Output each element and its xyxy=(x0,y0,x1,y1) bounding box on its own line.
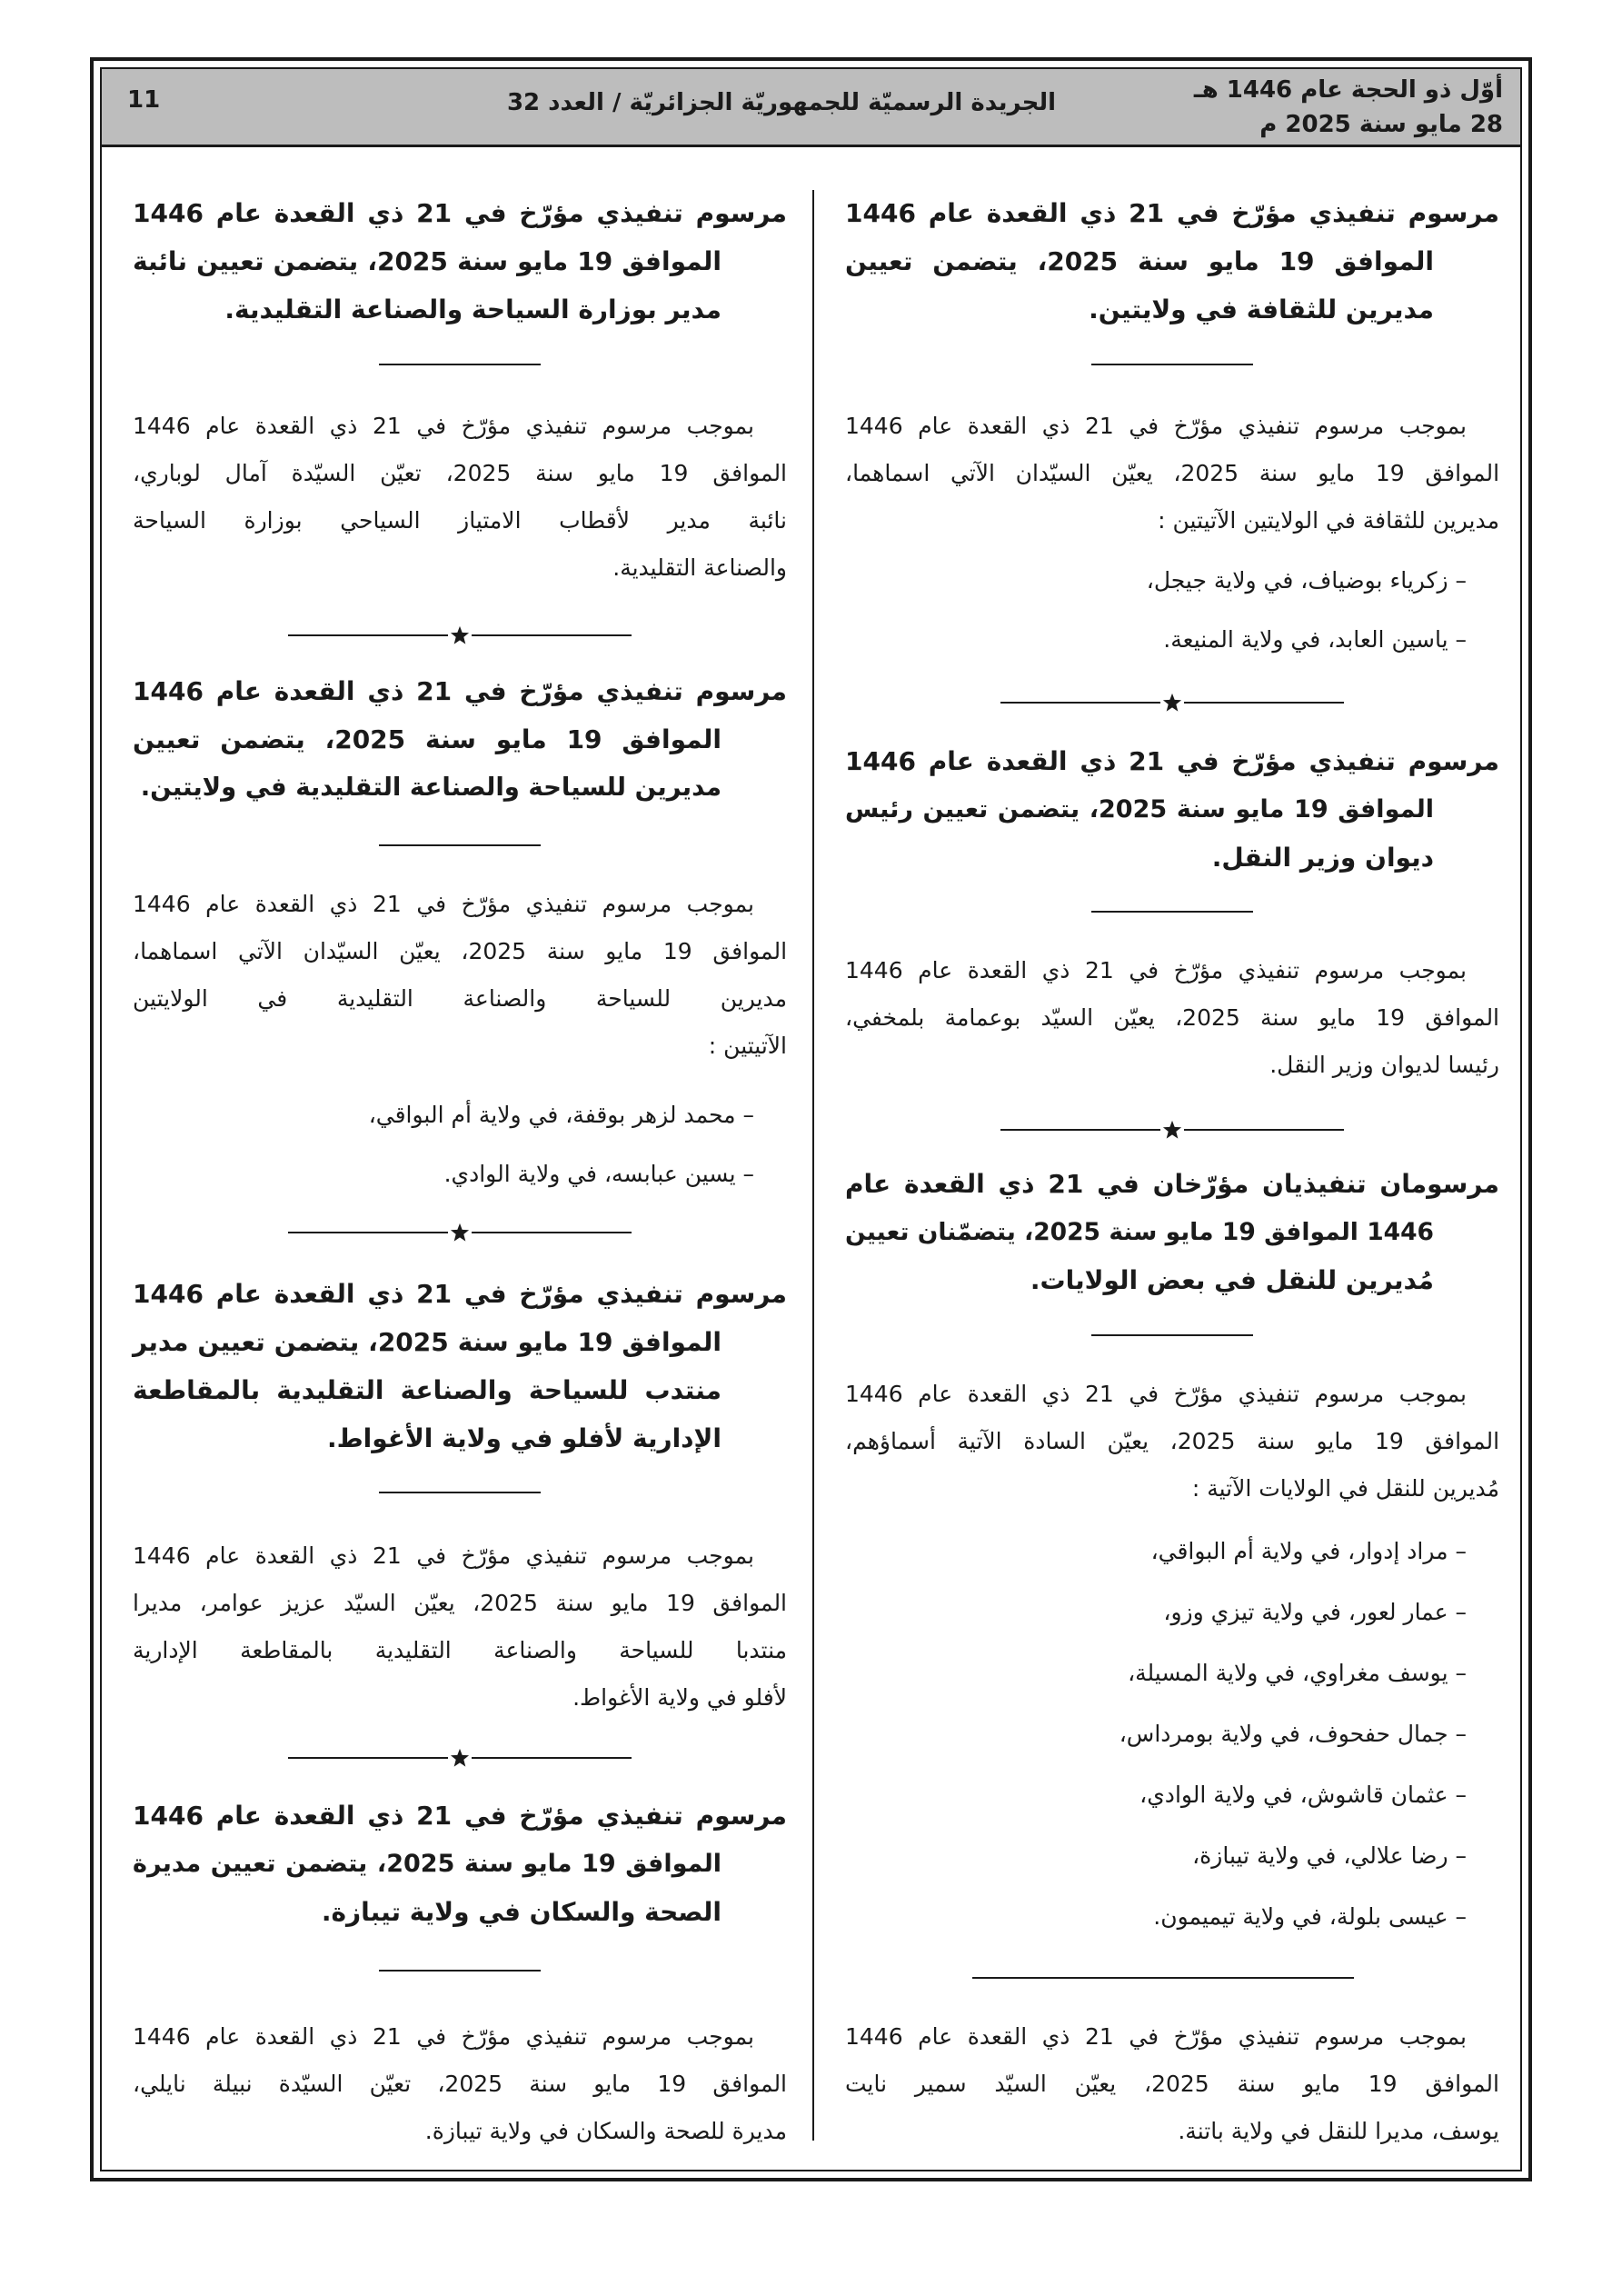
left-column xyxy=(133,0,787,2296)
decree-title xyxy=(845,189,1499,334)
title-underline xyxy=(379,1970,541,1972)
decree-title-line: مرسوم تنفيذي مؤرّخ في 21 ذي القعدة عام 1446 xyxy=(133,1279,787,1309)
decree-body xyxy=(845,2013,1499,2155)
star-separator-rule xyxy=(1184,702,1344,704)
decree-body-line: بموجب مرسوم تنفيذي مؤرّخ في 21 ذي القعدة عام 1446 xyxy=(845,2023,1467,2050)
decree-body-line: بموجب مرسوم تنفيذي مؤرّخ في 21 ذي القعدة عام 1446 xyxy=(133,1542,754,1569)
decree-body-line: الآتيتين : xyxy=(708,1033,787,1059)
decree-body-line: مديرين للسياحة والصناعة التقليدية في الولايتين xyxy=(133,985,787,1012)
decree-body xyxy=(845,1371,1499,1512)
decree-body-line: بموجب مرسوم تنفيذي مؤرّخ في 21 ذي القعدة عام 1446 xyxy=(133,891,754,917)
right-column xyxy=(845,0,1499,2296)
page-number: 11 xyxy=(127,86,161,114)
title-underline xyxy=(1091,364,1253,365)
decree-title-line: مرسومان تنفيذيان مؤرّخان في 21 ذي القعدة عام xyxy=(845,1169,1499,1199)
appointee-list-item: – عيسى بلولة، في ولاية تيميمون. xyxy=(1153,1903,1467,1930)
star-separator-rule xyxy=(1000,1129,1160,1131)
star-icon xyxy=(450,1223,470,1243)
column-divider xyxy=(812,190,814,2141)
decree-title-line: الموافق 19 مايو سنة 2025، يتضمن تعيين نائبة xyxy=(133,246,722,276)
star-separator-rule xyxy=(472,1232,632,1233)
decree-body-line: لأفلو في ولاية الأغواط. xyxy=(572,1684,787,1711)
decree-title-line: الموافق 19 مايو سنة 2025، يتضمن تعيين xyxy=(845,246,1435,276)
appointee-list xyxy=(845,551,1499,669)
title-underline xyxy=(1091,911,1253,913)
decree-title-line: مُديرين للنقل في بعض الولايات. xyxy=(1030,1265,1434,1295)
appointee-list xyxy=(133,1085,787,1203)
appointee-list-item: – يسين عبابسه، في ولاية الوادي. xyxy=(443,1161,754,1187)
star-separator xyxy=(1000,692,1344,714)
star-separator xyxy=(288,1747,632,1769)
appointee-list-item: – مراد إدوار، في ولاية أم البواقي، xyxy=(1150,1538,1467,1564)
appointee-list-item: – ياسين العابد، في ولاية المنيعة. xyxy=(1163,626,1467,653)
decree-body-line: بموجب مرسوم تنفيذي مؤرّخ في 21 ذي القعدة عام 1446 xyxy=(133,2023,754,2050)
decree-body-line: الموافق 19 مايو سنة 2025، تعيّن السيّدة نبيلة نايلي، xyxy=(133,2071,788,2097)
decree-body-line: رئيسا لديوان وزير النقل. xyxy=(1269,1052,1499,1078)
star-separator-rule xyxy=(288,1757,448,1759)
decree-body-line: الموافق 19 مايو سنة 2025، يعيّن السادة الآتية أسماؤهم، xyxy=(845,1428,1500,1454)
appointee-list-item: – زكرياء بوضياف، في ولاية جيجل، xyxy=(1146,567,1467,594)
star-separator xyxy=(288,624,632,646)
decree-body-line: نائبة مدير لأقطاب الامتياز السياحي بوزارة السياحة xyxy=(133,507,787,534)
decree-title xyxy=(133,189,787,334)
decree-body-line: مديرين للثقافة في الولايتين الآتيتين : xyxy=(1158,507,1499,534)
header-date-hijri: أوّل ذو الحجة عام 1446 هـ xyxy=(1193,76,1503,104)
decree-title-line: مرسوم تنفيذي مؤرّخ في 21 ذي القعدة عام 1446 xyxy=(133,198,787,228)
decree-title-line: الإدارية لأفلو في ولاية الأغواط. xyxy=(326,1423,721,1453)
decree-title-line: الموافق 19 مايو سنة 2025، يتضمن تعيين رئيس xyxy=(845,795,1434,824)
decree-title-line: مرسوم تنفيذي مؤرّخ في 21 ذي القعدة عام 1446 xyxy=(845,746,1499,776)
decree-body-line: بموجب مرسوم تنفيذي مؤرّخ في 21 ذي القعدة عام 1446 xyxy=(845,957,1467,983)
decree-body-line: الموافق 19 مايو سنة 2025، يعيّن السيّد بوعمامة بلمخفي، xyxy=(845,1004,1500,1031)
decree-title-line: الصحة والسكان في ولاية تيبازة. xyxy=(321,1897,721,1927)
decree-title-line: مديرين للثقافة في ولايتين. xyxy=(1089,294,1434,324)
decree-body xyxy=(133,881,787,1070)
decree-body xyxy=(133,403,787,592)
decree-body-line: بموجب مرسوم تنفيذي مؤرّخ في 21 ذي القعدة عام 1446 xyxy=(133,413,754,439)
decree-body-line: مُديرين للنقل في الولايات الآتية : xyxy=(1191,1475,1499,1502)
decree-title xyxy=(133,1270,787,1462)
star-separator-rule xyxy=(1184,1129,1344,1131)
title-underline xyxy=(379,1492,541,1493)
decree-title-line: منتدب للسياحة والصناعة التقليدية بالمقاطعة xyxy=(133,1375,721,1405)
decree-body-line: يوسف، مديرا للنقل في ولاية باتنة. xyxy=(1178,2118,1499,2144)
decree-title-line: الموافق 19 مايو سنة 2025، يتضمن تعيين مدير xyxy=(133,1327,721,1357)
decree-title-line: مرسوم تنفيذي مؤرّخ في 21 ذي القعدة عام 1446 xyxy=(133,1801,787,1831)
decree-title xyxy=(845,1160,1499,1304)
decree-title-line: الموافق 19 مايو سنة 2025، يتضمن تعيين مديرة xyxy=(133,1850,722,1878)
star-icon xyxy=(450,625,470,645)
decree-body-line: الموافق 19 مايو سنة 2025، يعيّن السيّد عزيز عوامر، مديرا xyxy=(133,1590,788,1616)
decree-body-line: والصناعة التقليدية. xyxy=(612,554,787,581)
star-icon xyxy=(450,1748,470,1768)
star-icon xyxy=(1162,1120,1182,1140)
star-separator-rule xyxy=(472,1757,632,1759)
appointee-list xyxy=(845,1521,1499,1947)
star-separator xyxy=(288,1222,632,1243)
decree-body-line: الموافق 19 مايو سنة 2025، تعيّن السيّدة آمال لوباري، xyxy=(133,460,788,486)
decree-title-line: الموافق 19 مايو سنة 2025، يتضمن تعيين xyxy=(133,724,722,754)
decree-body-line: الموافق 19 مايو سنة 2025، يعيّن السيّد سمير نايت xyxy=(845,2071,1499,2097)
appointee-list-item: – محمد لزهر بوقفة، في ولاية أم البواقي، xyxy=(368,1102,754,1128)
header-title: الجريدة الرسميّة للجمهوريّة الجزائريّة / العدد 32 xyxy=(506,89,1057,116)
decree-body xyxy=(845,403,1499,544)
decree-body-line: بموجب مرسوم تنفيذي مؤرّخ في 21 ذي القعدة عام 1446 xyxy=(845,1381,1467,1407)
title-underline xyxy=(1091,1334,1253,1336)
star-separator-rule xyxy=(288,634,448,636)
star-separator-rule xyxy=(472,634,632,636)
decree-body-line: مديرة للصحة والسكان في ولاية تيبازة. xyxy=(424,2118,787,2144)
star-separator-rule xyxy=(1000,702,1160,704)
decree-title xyxy=(845,737,1499,882)
star-icon xyxy=(1162,693,1182,713)
section-divider xyxy=(972,1977,1354,1979)
appointee-list-item: – يوسف مغراوي، في ولاية المسيلة، xyxy=(1128,1660,1467,1686)
appointee-list-item: – عثمان قاشوش، في ولاية الوادي، xyxy=(1139,1782,1467,1808)
decree-title-line: مدير بوزارة السياحة والصناعة التقليدية. xyxy=(224,294,721,324)
decree-title-line: مديرين للسياحة والصناعة التقليدية في ولايتين. xyxy=(140,773,721,802)
decree-title-line: 1446 الموافق 19 مايو سنة 2025، يتضمّنان تعيين xyxy=(845,1218,1434,1246)
decree-title xyxy=(133,1792,787,1936)
decree-body xyxy=(133,2013,787,2155)
decree-body xyxy=(133,1532,787,1722)
title-underline xyxy=(379,364,541,365)
decree-body xyxy=(845,947,1499,1089)
appointee-list-item: – جمال حفحوف، في ولاية بومرداس، xyxy=(1119,1721,1467,1747)
decree-body-line: منتدبا للسياحة والصناعة التقليدية بالمقاطعة الإدارية xyxy=(133,1637,787,1663)
decree-title-line: ديوان وزير النقل. xyxy=(1211,843,1434,873)
title-underline xyxy=(379,844,541,846)
appointee-list-item: – رضا علالي، في ولاية تيبازة، xyxy=(1192,1842,1467,1869)
decree-title-line: مرسوم تنفيذي مؤرّخ في 21 ذي القعدة عام 1446 xyxy=(133,676,787,706)
header-date-gregorian: 28 مايو سنة 2025 م xyxy=(1259,111,1503,138)
decree-body-line: بموجب مرسوم تنفيذي مؤرّخ في 21 ذي القعدة عام 1446 xyxy=(845,413,1467,439)
decree-body-line: الموافق 19 مايو سنة 2025، يعيّن السيّدان الآتي اسماهما، xyxy=(845,460,1500,486)
star-separator-rule xyxy=(288,1232,448,1233)
decree-title-line: مرسوم تنفيذي مؤرّخ في 21 ذي القعدة عام 1446 xyxy=(845,198,1499,228)
star-separator xyxy=(1000,1119,1344,1141)
decree-title xyxy=(133,667,787,812)
appointee-list-item: – عمار لعور، في ولاية تيزي وزو، xyxy=(1163,1599,1467,1625)
decree-body-line: الموافق 19 مايو سنة 2025، يعيّن السيّدان الآتي اسماهما، xyxy=(133,938,788,964)
